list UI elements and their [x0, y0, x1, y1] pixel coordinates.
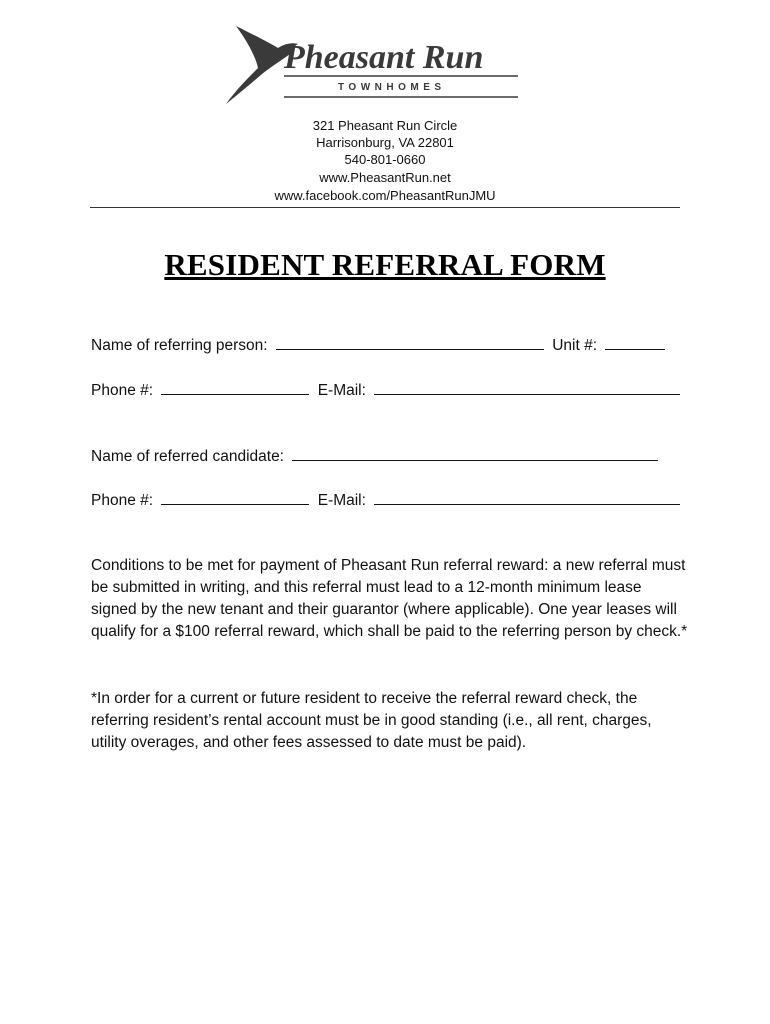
logo-subtitle: TOWNHOMES	[338, 82, 446, 93]
candidate-contact-row	[91, 490, 680, 510]
referrer-phone-label: Phone #:	[91, 382, 154, 399]
referrer-name-label: Name of referring person:	[91, 337, 268, 354]
candidate-name-label: Name of referred candidate:	[91, 448, 284, 465]
pheasant-run-logo	[222, 24, 522, 104]
candidate-email-label: E-Mail:	[317, 492, 366, 509]
referrer-email-field[interactable]	[374, 380, 680, 395]
candidate-name-row	[91, 446, 658, 466]
referrer-contact-row	[91, 380, 680, 400]
unit-label: Unit #:	[552, 337, 598, 354]
candidate-name-field[interactable]	[292, 446, 658, 461]
candidate-phone-label: Phone #:	[91, 492, 154, 509]
address-city: Harrisonburg, VA 22801	[316, 135, 454, 150]
phone-number: 540-801-0660	[344, 152, 426, 167]
conditions-paragraph: Conditions to be met for payment of Pheasant Run referral reward: a new referral must be submitted in writing, and this referral must lead to a 12-month minimum lease signed by the new tenant and their guarantor (where applicable). One year leases will qualify for a $100 referral reward, which shall be paid to the referring person by check.*	[91, 557, 688, 640]
website-link[interactable]: www.PheasantRun.net	[319, 170, 451, 185]
footnote-paragraph: *In order for a current or future resident to receive the referral reward check, the referring resident’s rental account must be in good standing (i.e., all rent, charges, utility overages, and other fees assessed to date must be paid).	[91, 690, 652, 751]
referrer-phone-field[interactable]	[161, 380, 309, 395]
logo-wordmark: Pheasant Run	[284, 39, 484, 76]
facebook-link[interactable]: www.facebook.com/PheasantRunJMU	[274, 188, 496, 203]
candidate-email-field[interactable]	[374, 490, 680, 505]
referrer-name-row	[91, 335, 665, 355]
address-street: 321 Pheasant Run Circle	[312, 118, 458, 133]
referrer-email-label: E-Mail:	[317, 382, 366, 399]
form-title: RESIDENT REFERRAL FORM	[164, 247, 606, 282]
header-divider	[90, 207, 680, 208]
candidate-phone-field[interactable]	[161, 490, 309, 505]
referrer-name-field[interactable]	[276, 335, 544, 350]
unit-field[interactable]	[605, 335, 665, 350]
